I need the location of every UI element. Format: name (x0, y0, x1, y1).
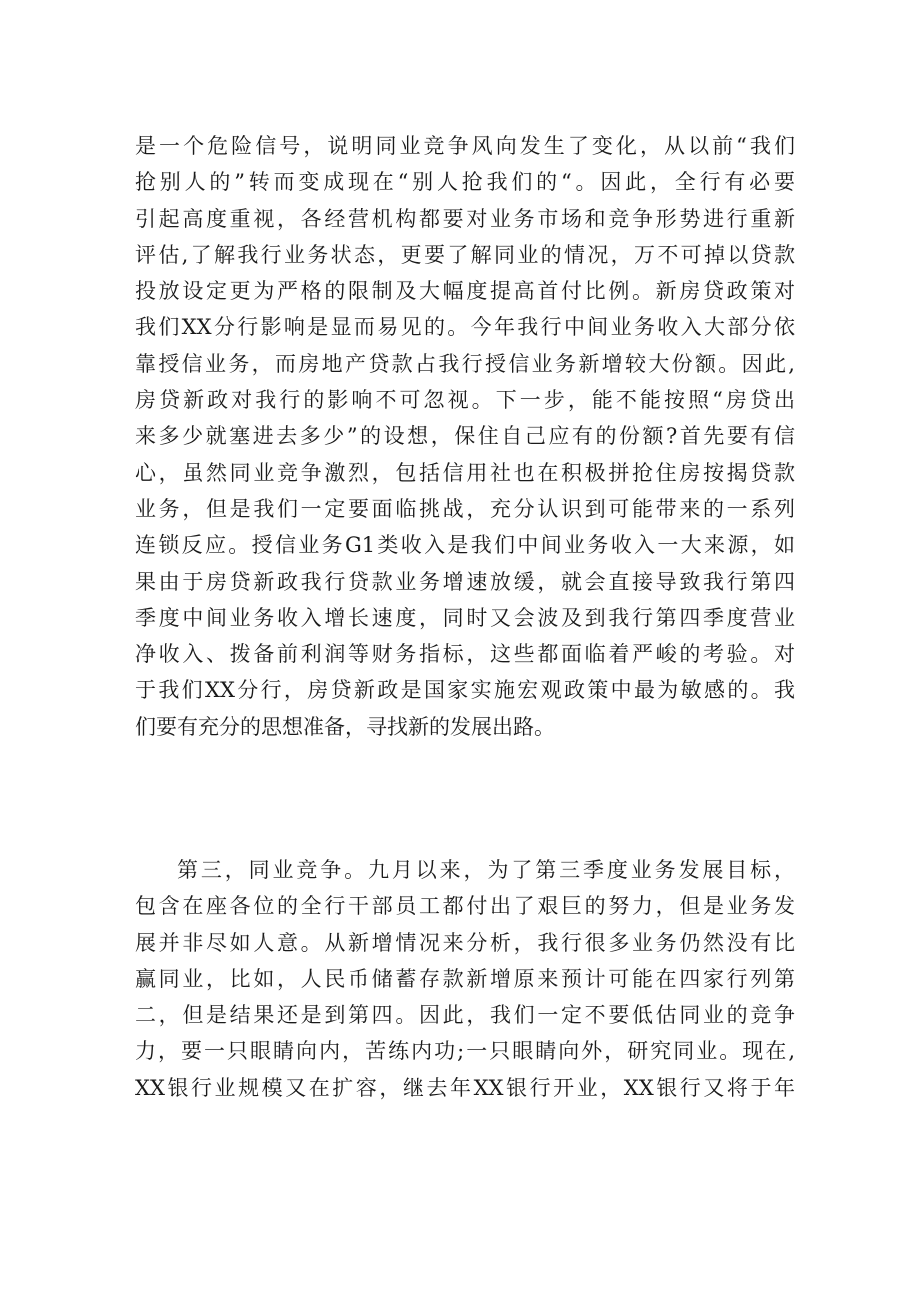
paragraph-2 (135, 852, 795, 1106)
text-line: 力，要一只眼睛向内，苦练内功;一只眼睛向外，研究同业。现在, (135, 1039, 795, 1064)
text-line: 包含在座各位的全行干部员工都付出了艰巨的努力，但是业务发 (135, 894, 795, 919)
text-line: 评估,了解我行业务状态，更要了解同业的情况，万不可掉以贷款 (135, 242, 795, 267)
text-line: XX银行业规模又在扩容，继去年XX银行开业，XX银行又将于年 (135, 1075, 795, 1100)
text-line: 房贷新政对我行的影响不可忽视。下一步，能不能按照“房贷出 (135, 388, 795, 413)
text-line: 二，但是结果还是到第四。因此，我们一定不要低估同业的竞争 (135, 1003, 795, 1028)
text-line: 们要有充分的思想准备，寻找新的发展出路。 (135, 714, 555, 739)
text-line: 引起高度重视，各经营机构都要对业务市场和竞争形势进行重新 (135, 206, 795, 231)
text-line: 季度中间业务收入增长速度，同时又会波及到我行第四季度营业 (135, 605, 795, 630)
text-line: 第三，同业竞争。九月以来，为了第三季度业务发展目标， (177, 858, 795, 882)
text-line: 于我们XX分行，房贷新政是国家实施宏观政策中最为敏感的。我 (135, 678, 795, 703)
text-line: 心，虽然同业竞争激烈，包括信用社也在积极拼抢住房按揭贷款 (135, 460, 795, 485)
text-line: 净收入、拨备前利润等财务指标，这些都面临着严峻的考验。对 (135, 642, 795, 667)
text-line: 来多少就塞进去多少”的设想，保住自己应有的份额?首先要有信 (135, 424, 795, 449)
text-line: 抢别人的”转而变成现在“别人抢我们的“。因此，全行有必要 (135, 170, 795, 195)
text-line: 连锁反应。授信业务G1类收入是我们中间业务收入一大来源，如 (135, 533, 795, 558)
text-line: 我们XX分行影响是显而易见的。今年我行中间业务收入大部分依 (135, 315, 795, 340)
text-line: 展并非尽如人意。从新增情况来分析，我行很多业务仍然没有比 (135, 930, 795, 955)
paragraph-1 (135, 128, 795, 745)
text-line: 靠授信业务，而房地产贷款占我行授信业务新增较大份额。因此, (135, 351, 795, 376)
text-line: 是一个危险信号，说明同业竞争风向发生了变化，从以前“我们 (135, 134, 795, 158)
text-line: 赢同业，比如，人民币储蓄存款新增原来预计可能在四家行列第 (135, 966, 795, 991)
text-line: 投放设定更为严格的限制及大幅度提高首付比例。新房贷政策对 (135, 279, 795, 304)
text-line: 果由于房贷新政我行贷款业务增速放缓，就会直接导致我行第四 (135, 569, 795, 594)
text-line: 业务，但是我们一定要面临挑战，充分认识到可能带来的一系列 (135, 496, 795, 521)
